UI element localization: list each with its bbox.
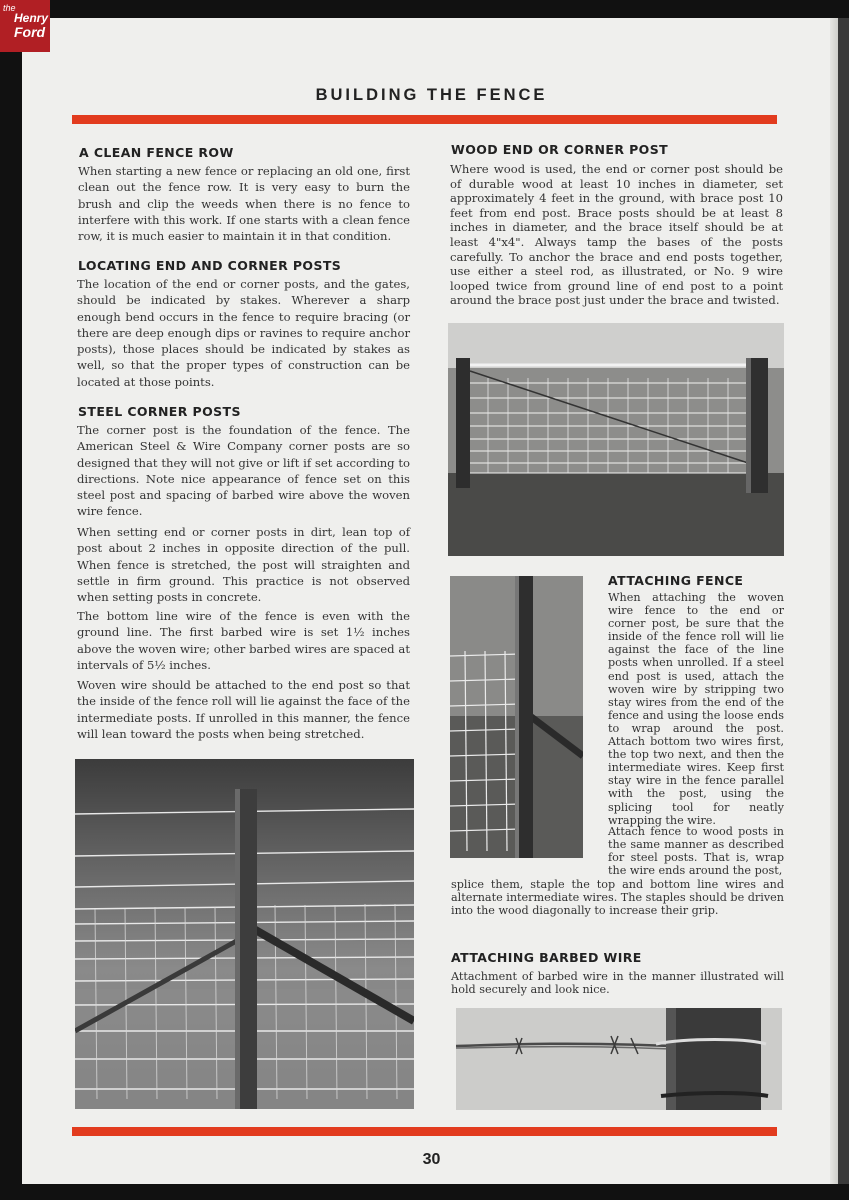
text-steel-p3: The bottom line wire of the fence is even with the ground line. The first barbed wire is set 1½ inches above the woven wire; other barbed wires are spaced at intervals of 5½ inches. [77,609,410,672]
page-edge [838,18,849,1184]
text-steel-p4: Woven wire should be attached to the end post so that the inside of the fence roll will lie against the face of the intermediate posts. If unrolled in this manner, the fence will lean toward the posts when being stretched. [77,678,410,741]
text-attaching-barbed-wire: Attachment of barbed wire in the manner illustrated will hold securely and look nice. [451,970,784,997]
logo-line2: Ford [14,24,46,40]
logo-small: the [3,3,16,13]
bottom-rule [72,1127,777,1136]
heading-locating-posts: LOCATING END AND CORNER POSTS [78,258,342,273]
page-title: BUILDING THE FENCE [315,86,548,104]
barbed-wire-photo [456,1008,782,1110]
henry-ford-logo [0,0,50,52]
text-steel-p1: The corner post is the foundation of the fence. The American Steel & Wire Company corner posts are so designed that they will not give or lift if set according to directions. Note nice appearance of fence set on this steel post and spacing of barbed wire above the woven wire fence. [77,423,410,519]
top-rule [72,115,777,124]
text-locating-posts: The location of the end or corner posts, and the gates, should be indicated by stakes. Wherever a sharp enough bend occurs in the fence to require bracing (or there are deep enough dips or ravines to require anchor posts), those places should be indicated by stakes as well, so that the proper types of construction can be located at those points. [77,277,410,389]
text-attaching-fence-wide: splice them, staple the top and bottom line wires and alternate intermediate wires. The staples should be driven into the wood diagonally to increase their grip. [451,878,784,918]
heading-attaching-barbed-wire: ATTACHING BARBED WIRE [451,950,642,965]
page-number: 30 [422,1151,441,1168]
text-steel-p2: When setting end or corner posts in dirt, lean top of post about 2 inches in opposite direction of the pull. When fence is stretched, the post will straighten and settle in firm ground. This practice is not observed when setting posts in concrete. [77,525,410,605]
steel-post-photo [75,759,414,1109]
heading-attaching-fence: ATTACHING FENCE [608,573,744,588]
page-fold [830,18,838,1184]
logo-line1: Henry [14,11,49,25]
heading-wood-corner-post: WOOD END OR CORNER POST [451,142,669,157]
heading-steel-corner-posts: STEEL CORNER POSTS [78,404,241,419]
wood-post-photo [448,323,784,556]
text-wood-corner-post: Where wood is used, the end or corner post should be of durable wood at least 10 inches in diameter, set approximately 4 feet in the ground, with brace post 10 feet from end post. Brace posts should be at least 8 inches in diameter, and the brace itself should be at least 4"x4". Always tamp the bases of the posts carefully. To anchor the brace and end posts together, use either a steel rod, as illustrated, or No. 9 wire looped twice from ground line of end post to a point around the brace post just under the brace and twisted. [450,162,783,308]
heading-clean-fence-row: A CLEAN FENCE ROW [79,145,234,160]
text-attaching-fence-narrow: When attaching the woven wire fence to the end or corner post, be sure that the inside of the fence roll will lie against the face of the line posts when unrolled. If a steel end post is used, attach the woven wire by stripping two stay wires from the end of the fence and using the loose ends to wrap around the post. Attach bottom two wires first, the top two next, and then the intermediate wires. Keep first stay wire in the fence parallel with the post, using the splicing tool for neatly wrapping the wire. [608,591,784,827]
text-clean-fence-row: When starting a new fence or replacing an old one, first clean out the fence row. It is very easy to burn the brush and clip the weeds when there is no fence to interfere with this work. If one starts with a clean fence row, it is much easier to maintain it in that condition. [78,164,410,244]
attaching-fence-photo [450,576,583,858]
text-attaching-fence-narrow2: Attach fence to wood posts in the same manner as described for steel posts. That is, wrap the wire ends around the post, [608,825,784,878]
